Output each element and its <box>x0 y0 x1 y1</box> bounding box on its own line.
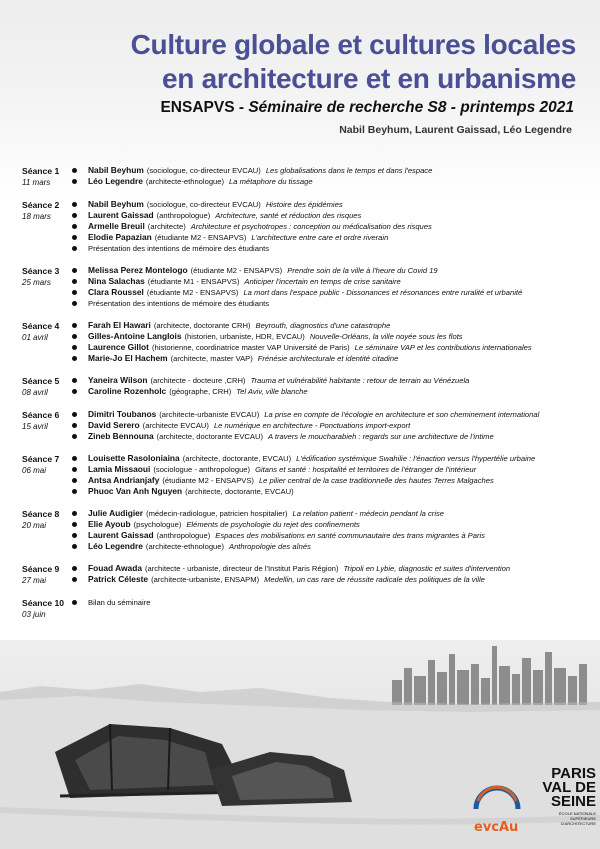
talk-topic: Eléments de psychologie du rejet des confinements <box>186 520 360 529</box>
item-text <box>88 597 150 608</box>
speaker-role: (anthropologue) <box>156 531 211 540</box>
speaker-role: (architecte) <box>147 222 186 231</box>
list-item <box>66 541 592 552</box>
session-meta <box>22 563 66 586</box>
item-text <box>88 375 469 386</box>
item-text <box>88 243 269 254</box>
item-text <box>88 386 308 397</box>
speaker-name: Nabil Beyhum <box>88 165 144 175</box>
speaker-name: Patrick Céleste <box>88 574 149 584</box>
item-text <box>88 276 401 287</box>
speaker-role: (architecte, doctorante, EVCAU) <box>182 454 292 463</box>
item-text <box>88 464 476 475</box>
session-date: 01 avril <box>22 333 48 342</box>
list-item <box>66 464 592 475</box>
item-text <box>88 342 532 353</box>
speaker-name: Elodie Papazian <box>88 232 152 242</box>
list-item <box>66 265 592 276</box>
session-items <box>66 199 592 254</box>
session-number: Séance 10 <box>22 598 65 608</box>
item-text <box>88 431 494 442</box>
session-date: 18 mars <box>22 212 51 221</box>
talk-topic: Medellin, un cas rare de réussite radicale des politiques de la ville <box>264 575 485 584</box>
speaker-role: (architecte, master VAP) <box>170 354 253 363</box>
bullet-icon <box>72 290 77 295</box>
talk-topic: A travers le moucharabieh : regards sur une architecture de l'intime <box>267 432 494 441</box>
speaker-role: (historienne, coordinatrice master VAP Université de Paris) <box>151 343 350 352</box>
session-number: Séance 2 <box>22 200 60 210</box>
talk-topic: Espaces des mobilisations en santé communautaire des trans migrantes à Paris <box>215 531 485 540</box>
header <box>0 0 600 150</box>
list-item <box>66 519 592 530</box>
talk-topic: Les globalisations dans le temps et dans l'espace <box>265 166 433 175</box>
speaker-role: (architecte EVCAU) <box>142 421 209 430</box>
talk-topic: Nouvelle-Orléans, la ville noyée sous les flots <box>309 332 463 341</box>
speaker-role: (sociologue, co-directeur EVCAU) <box>146 166 261 175</box>
speaker-role: (étudiante M2 - ENSAPVS) <box>146 288 239 297</box>
talk-topic: Gitans et santé : hospitalité et territoires de l'étranger de l'intérieur <box>255 465 477 474</box>
session-number: Séance 8 <box>22 509 60 519</box>
talk-topic: Le numérique en architecture - Ponctuations import-export <box>213 421 411 430</box>
speaker-role: (architecte-ethnologue) <box>145 542 225 551</box>
speaker-name: Caroline Rozenholc <box>88 386 167 396</box>
item-text <box>88 353 398 364</box>
talk-topic: La prise en compte de l'écologie en architecture et son cheminement international <box>264 410 540 419</box>
list-item <box>66 453 592 464</box>
bullet-icon <box>72 434 77 439</box>
session-items <box>66 320 592 364</box>
session-block <box>22 597 592 620</box>
speaker-role: (géographe, CRH) <box>169 387 232 396</box>
item-text <box>88 453 535 464</box>
talk-topic: L'édification systémique Swahilie : l'énaction versus l'hypertélie urbaine <box>296 454 536 463</box>
speaker-role: (historien, urbaniste, HDR, EVCAU) <box>184 332 305 341</box>
item-text <box>88 530 485 541</box>
bullet-icon <box>72 423 77 428</box>
bullet-icon <box>72 224 77 229</box>
talk-topic: Tripoli en Lybie, diagnostic et suites d'intervention <box>343 564 511 573</box>
bullet-icon <box>72 389 77 394</box>
bullet-icon <box>72 478 77 483</box>
pvds-line-2: VAL DE <box>542 779 596 796</box>
talk-topic: Le séminaire VAP et les contributions internationales <box>354 343 532 352</box>
speaker-name: Léo Legendre <box>88 541 143 551</box>
paris-val-de-seine-logo <box>536 767 596 826</box>
page-title <box>131 28 576 96</box>
item-text <box>88 320 390 331</box>
list-item <box>66 276 592 287</box>
item-text <box>88 486 294 497</box>
bullet-icon <box>72 533 77 538</box>
speaker-name: Léo Legendre <box>88 176 143 186</box>
list-item <box>66 386 592 397</box>
session-block <box>22 375 592 398</box>
bullet-icon <box>72 544 77 549</box>
speaker-name: Armelle Breuil <box>88 221 145 231</box>
bullet-icon <box>72 235 77 240</box>
bullet-icon <box>72 467 77 472</box>
session-items <box>66 375 592 398</box>
session-number: Séance 5 <box>22 376 60 386</box>
speaker-name: Clara Roussel <box>88 287 144 297</box>
session-items <box>66 409 592 442</box>
session-block <box>22 165 592 188</box>
session-date: 20 mai <box>22 521 47 530</box>
session-items <box>66 165 592 188</box>
item-text <box>88 563 510 574</box>
speaker-role: (sociologue - anthropologue) <box>153 465 251 474</box>
item-text <box>88 232 388 243</box>
list-item <box>66 508 592 519</box>
talk-topic: Trauma et vulnérabilité habitante : retour de terrain au Vénézuela <box>250 376 470 385</box>
session-date: 27 mai <box>22 576 47 585</box>
speaker-name: Laurent Gaissad <box>88 530 154 540</box>
list-item <box>66 320 592 331</box>
bullet-icon <box>72 356 77 361</box>
evcau-logo-text: evcAu <box>474 820 519 835</box>
list-item <box>66 165 592 176</box>
bullet-icon <box>72 577 77 582</box>
speaker-name: Julie Audigier <box>88 508 144 518</box>
subtitle-seminar: - Séminaire de recherche S8 - printemps 2021 <box>234 99 574 116</box>
list-item <box>66 409 592 420</box>
bullet-icon <box>72 279 77 284</box>
speaker-role: (sociologue, co-directeur EVCAU) <box>146 200 261 209</box>
session-block <box>22 409 592 442</box>
session-number: Séance 3 <box>22 266 60 276</box>
session-items <box>66 453 592 497</box>
session-date: 08 avril <box>22 388 48 397</box>
speaker-role: (étudiante M1 - ENSAPVS) <box>147 277 240 286</box>
speaker-role: (architecte - urbaniste, directeur de l'Institut Paris Région) <box>144 564 339 573</box>
speaker-name: David Serero <box>88 420 140 430</box>
bullet-icon <box>72 456 77 461</box>
session-date: 25 mars <box>22 278 51 287</box>
session-meta <box>22 453 66 497</box>
talk-topic: Anthropologie des aînés <box>229 542 311 551</box>
speaker-role: (architecte, doctorante CRH) <box>153 321 251 330</box>
pvds-school-name: ÉCOLE NATIONALE SUPÉRIEURE D'ARCHITECTURE <box>558 811 596 826</box>
speaker-name: Yaneira Wilson <box>88 375 148 385</box>
session-number: Séance 4 <box>22 321 60 331</box>
subtitle <box>160 99 574 117</box>
list-item <box>66 221 592 232</box>
speaker-name: Phuoc Van Anh Nguyen <box>88 486 183 496</box>
session-number: Séance 7 <box>22 454 60 464</box>
talk-topic: L'architecture entre care et ordre riverain <box>251 233 389 242</box>
speaker-name: Laurence Gillot <box>88 342 149 352</box>
item-text <box>88 287 522 298</box>
speaker-name: Melissa Perez Montelogo <box>88 265 188 275</box>
list-item <box>66 342 592 353</box>
item-note: Présentation des intentions de mémoire des étudiants <box>88 299 270 308</box>
bullet-icon <box>72 179 77 184</box>
talk-topic: Frénésie architecturale et identité citadine <box>257 354 399 363</box>
talk-topic: La métaphore du tissage <box>229 177 313 186</box>
bullet-icon <box>72 213 77 218</box>
talk-topic: Prendre soin de la ville à l'heure du Covid 19 <box>287 266 438 275</box>
talk-topic: Architecture, santé et réduction des risques <box>215 211 362 220</box>
speaker-role: (architecte-ethnologue) <box>145 177 225 186</box>
item-note: Présentation des intentions de mémoire des étudiants <box>88 244 270 253</box>
session-meta <box>22 165 66 188</box>
talk-topic: Architecture et psychotropes : conception ou médicalisation des risques <box>190 222 432 231</box>
speaker-name: Nina Salachas <box>88 276 145 286</box>
talk-topic: La mort dans l'espace public - Dissonances et résonances entre ruralité et urbanité <box>243 288 523 297</box>
bullet-icon <box>72 600 77 605</box>
list-item <box>66 298 592 309</box>
bullet-icon <box>72 168 77 173</box>
session-number: Séance 1 <box>22 166 60 176</box>
authors: Nabil Beyhum, Laurent Gaissad, Léo Legendre <box>339 124 572 136</box>
speaker-role: (architecte-urbaniste EVCAU) <box>159 410 260 419</box>
speaker-role: (architecte-urbaniste, ENSAPM) <box>151 575 260 584</box>
list-item <box>66 563 592 574</box>
talk-topic: Histoire des épidémies <box>265 200 343 209</box>
speaker-role: (étudiante M2 - ENSAPVS) <box>162 476 254 485</box>
speaker-role: (architecte - docteure ,CRH) <box>150 376 246 385</box>
session-block <box>22 199 592 254</box>
subtitle-school: ENSAPVS <box>160 99 235 116</box>
bullet-icon <box>72 522 77 527</box>
item-text <box>88 221 432 232</box>
session-items <box>66 265 592 309</box>
session-meta <box>22 199 66 254</box>
session-number: Séance 9 <box>22 564 60 574</box>
session-meta <box>22 265 66 309</box>
list-item <box>66 232 592 243</box>
session-meta <box>22 375 66 398</box>
item-text <box>88 508 444 519</box>
session-date: 03 juin <box>22 610 46 619</box>
session-items <box>66 597 592 620</box>
speaker-role: (étudiante M2 - ENSAPVS) <box>190 266 283 275</box>
talk-topic: Anticiper l'incertain en temps de crise sanitaire <box>244 277 401 286</box>
speaker-name: Farah El Hawari <box>88 320 151 330</box>
bullet-icon <box>72 489 77 494</box>
list-item <box>66 199 592 210</box>
list-item <box>66 243 592 254</box>
list-item <box>66 486 592 497</box>
item-text <box>88 199 343 210</box>
list-item <box>66 475 592 486</box>
speaker-name: Nabil Beyhum <box>88 199 144 209</box>
speaker-name: Marie-Jo El Hachem <box>88 353 168 363</box>
speaker-role: (anthropologue) <box>156 211 211 220</box>
list-item <box>66 287 592 298</box>
speaker-name: Zineb Bennouna <box>88 431 154 441</box>
title-line-2: en architecture et en urbanisme <box>162 63 576 94</box>
speaker-name: Laurent Gaissad <box>88 210 154 220</box>
session-date: 11 mars <box>22 178 51 187</box>
session-block <box>22 320 592 364</box>
speaker-name: Fouad Awada <box>88 563 142 573</box>
bullet-icon <box>72 323 77 328</box>
list-item <box>66 353 592 364</box>
speaker-name: Dimitri Toubanos <box>88 409 157 419</box>
item-text <box>88 574 485 585</box>
bullet-icon <box>72 511 77 516</box>
speaker-name: Elie Ayoub <box>88 519 131 529</box>
speaker-role: (psychologue) <box>133 520 182 529</box>
item-text <box>88 165 432 176</box>
list-item <box>66 420 592 431</box>
item-text <box>88 298 269 309</box>
sessions-list <box>22 165 592 631</box>
list-item <box>66 597 592 608</box>
session-items <box>66 508 592 552</box>
list-item <box>66 574 592 585</box>
speaker-name: Gilles-Antoine Langlois <box>88 331 182 341</box>
bullet-icon <box>72 246 77 251</box>
session-number: Séance 6 <box>22 410 60 420</box>
item-text <box>88 420 410 431</box>
bullet-icon <box>72 334 77 339</box>
list-item <box>66 331 592 342</box>
item-text <box>88 519 360 530</box>
speaker-name: Lamia Missaoui <box>88 464 151 474</box>
list-item <box>66 176 592 187</box>
session-block <box>22 508 592 552</box>
item-text <box>88 475 494 486</box>
talk-topic: La relation patient - médecin pendant la crise <box>292 509 445 518</box>
bullet-icon <box>72 566 77 571</box>
session-block <box>22 563 592 586</box>
list-item <box>66 210 592 221</box>
session-block <box>22 453 592 497</box>
session-meta <box>22 409 66 442</box>
session-items <box>66 563 592 586</box>
item-text <box>88 409 539 420</box>
talk-topic: Beyrouth, diagnostics d'une catastrophe <box>255 321 391 330</box>
session-meta <box>22 320 66 364</box>
bullet-icon <box>72 268 77 273</box>
bullet-icon <box>72 412 77 417</box>
speaker-role: (architecte, doctorante EVCAU) <box>156 432 263 441</box>
speaker-name: Antsa Andrianjafy <box>88 475 160 485</box>
bullet-icon <box>72 345 77 350</box>
session-date: 15 avril <box>22 422 48 431</box>
list-item <box>66 431 592 442</box>
list-item <box>66 530 592 541</box>
item-text <box>88 331 463 342</box>
title-line-1: Culture globale et cultures locales <box>130 29 576 60</box>
item-text <box>88 541 311 552</box>
pvds-line-1: PARIS <box>551 765 596 782</box>
item-text <box>88 265 438 276</box>
session-date: 06 mai <box>22 466 47 475</box>
list-item <box>66 375 592 386</box>
item-text <box>88 210 361 221</box>
bullet-icon <box>72 378 77 383</box>
session-meta <box>22 597 66 620</box>
session-block <box>22 265 592 309</box>
item-note: Bilan du séminaire <box>88 598 151 607</box>
talk-topic: Tel Aviv, ville blanche <box>236 387 308 396</box>
speaker-role: (architecte, doctorante, EVCAU) <box>185 487 294 496</box>
session-meta <box>22 508 66 552</box>
talk-topic: Le pilier central de la case traditionnelle des hautes Terres Malgaches <box>258 476 494 485</box>
speaker-name: Louisette Rasoloniaina <box>88 453 180 463</box>
speaker-role: (médecin-radiologue, patricien hospitalier) <box>146 509 288 518</box>
speaker-role: (étudiante M2 - ENSAPVS) <box>154 233 247 242</box>
bullet-icon <box>72 301 77 306</box>
pvds-line-3: SEINE <box>550 793 596 810</box>
bullet-icon <box>72 202 77 207</box>
item-text <box>88 176 313 187</box>
